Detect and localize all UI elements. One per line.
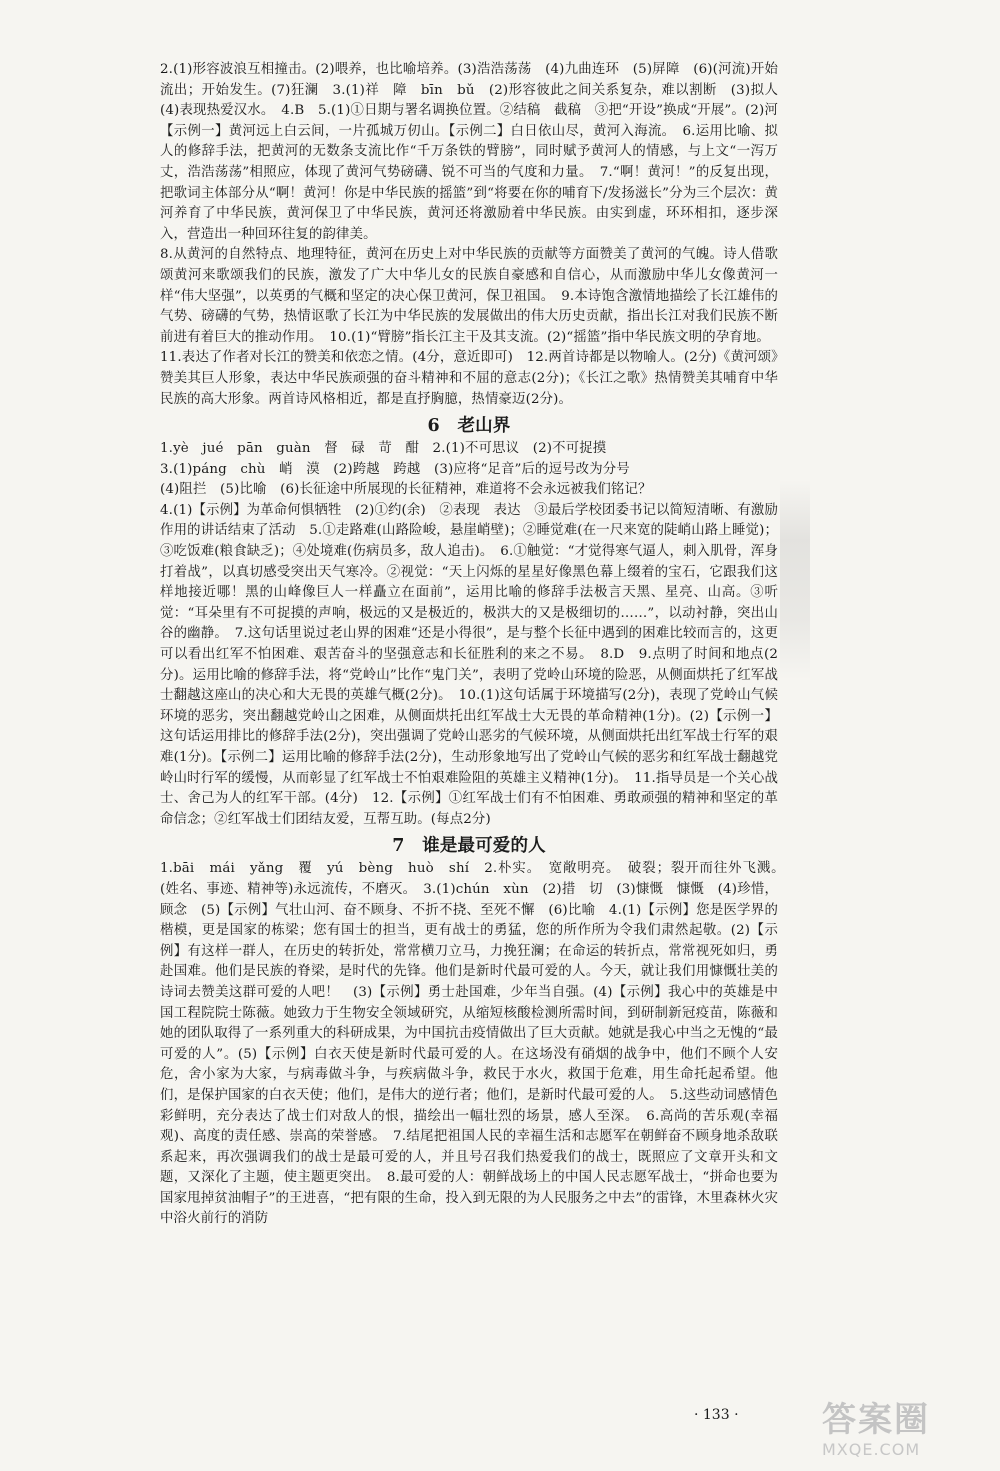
answer-page-content	[160, 60, 792, 1230]
answer-paragraph: 4.(1)【示例】为革命何惧牺牲 (2)①约(余) ②表现 表达 ③最后学校团委书记以简短清晰、有激励作用的讲话结束了活动 5.①走路难(山路险峻，悬崖峭壁)；②睡觉难(在一尺来宽的陡峭山路上睡觉)；③吃饭难(粮食缺乏)；④处境难(伤病员多，敌人追击)。 6.①触觉：“才觉得寒气逼人，刺入肌骨，浑身打着战”，以真切感受突出天气寒冷。②视觉：“天上闪烁的星星好像黑色幕上缀着的宝石，它跟我们这样地接近哪！黑的山峰像巨人一样矗立在面前”，运用比喻的修辞手法极言天黑、星亮、山高。③听觉：“耳朵里有不可捉摸的声响，极远的又是极近的，极洪大的又是极细切的……”，以动衬静，突出山谷的幽静。 7.这句话里说过老山界的困难“还是小得很”，是与整个长征中遇到的困难比较而言的，这更可以看出红军不怕困难、艰苦奋斗的坚强意志和长征胜利的来之不易。 8.D 9.点明了时间和地点(2分)。运用比喻的修辞手法，将“党岭山”比作“鬼门关”，表明了党岭山环境的险恶，从侧面烘托了红军战士翻越这座山的决心和大无畏的英雄气概(2分)。 10.(1)这句话属于环境描写(2分)，表现了党岭山气候环境的恶劣，突出翻越党岭山之困难，从侧面烘托出红军战士大无畏的革命精神(1分)。(2)【示例一】这句话运用排比的修辞手法(2分)，突出强调了党岭山恶劣的气候环境，从侧面烘托出红军战士行军的艰难(1分)。【示例二】运用比喻的修辞手法(2分)，生动形象地写出了党岭山气候的恶劣和红军战士翻越党岭山时行军的缓慢，从而彰显了红军战士不怕艰难险阻的英雄主义精神(1分)。 11.指导员是一个关心战士、舍己为人的红军干部。(4分) 12.【示例】①红军战士们有不怕困难、勇敢顽强的精神和坚定的革命信念；②红军战士们团结友爱，互帮互助。(每点2分)	[160, 502, 778, 827]
answer-paragraph: 1.yè jué pān guàn 督 碌 苛 酣 2.(1)不可思议 (2)不可捉摸	[160, 441, 607, 457]
section-heading: 6 老山界	[427, 416, 511, 437]
answer-paragraph: 3.(1)páng chù 峭 漠 (2)跨越 跨越 (3)应将“足音”后的逗号改为分号	[160, 461, 630, 477]
section-heading: 7 谁是最可爱的人	[392, 836, 546, 857]
page-number: · 133 ·	[694, 1407, 739, 1423]
answer-paragraph: (4)阻拦 (5)比喻 (6)长征途中所展现的长征精神，难道将不会永远被我们铭记？	[160, 482, 652, 498]
answer-paragraph: 8.从黄河的自然特点、地理特征，黄河在历史上对中华民族的贡献等方面赞美了黄河的气魄。诗人借歌颂黄河来歌颂我们的民族，激发了广大中华儿女的民族自豪感和自信心，从而激励中华儿女像黄河一样“伟大坚强”，以英勇的气概和坚定的决心保卫黄河，保卫祖国。 9.本诗饱含激情地描绘了长江雄伟的气势、磅礴的气势，热情讴歌了长江为中华民族的发展做出的伟大历史贡献，指出长江对我们民族不断前进有着巨大的推动作用。 10.(1)“臂膀”指长江主干及其支流。(2)“摇篮”指中华民族文明的孕育地。	[160, 247, 778, 345]
answer-paragraph: 2.(1)形容波浪互相撞击。(2)喂养，也比喻培养。(3)浩浩荡荡 (4)九曲连环 (5)屏障 (6)(河流)开始流出；开始发生。(7)狂澜 3.(1)祥 障 bīn bǔ (2)形容彼此之间关系复杂，难以割断 (3)拟人 (4)表现热爱汉水。 4.B 5.(1)①日期与署名调换位置。②结稿 截稿 ③把“开设”换成“开展”。(2)河 【示例一】黄河远上白云间，一片孤城万仞山。【示例二】白日依山尽，黄河入海流。 6.运用比喻、拟人的修辞手法，把黄河的无数条支流比作“千万条铁的臂膀”，同时赋予黄河人的情感，与上文“一泻万丈，浩浩荡荡”相照应，体现了黄河气势磅礴、锐不可当的气度和力量。 7.“啊！黄河！”的反复出现，把歌词主体部分从“啊！黄河！你是中华民族的摇篮”到“将要在你的哺育下/发扬滋长”分为三个层次：黄河养育了中华民族，黄河保卫了中华民族，黄河还将激励着中华民族。由实到虚，环环相扣，逐步深入，营造出一种回环往复的韵律美。	[160, 62, 792, 242]
site-watermark	[822, 1400, 997, 1468]
watermark-title: 答案圈	[822, 1400, 930, 1440]
answer-paragraph: 1.bāi mái yǎng 覆 yú bèng huò shí 2.朴实。 宽敞明亮。 破裂；裂开而往外飞溅。 (姓名、事迹、精神等)永远流传，不磨灭。 3.(1)chún xùn (2)措 切 (3)慷慨 慷慨 (4)珍惜，顾念 (5)【示例】气壮山河、奋不顾身、不折不挠、至死不懈 (6)比喻 4.(1)【示例】您是医学界的楷模，更是国家的栋梁；您有国士的担当，更有战士的勇猛，您的所作所为令我们肃然起敬。(2)【示例】有这样一群人，在历史的转折处，常常横刀立马，力挽狂澜；在命运的转折点，常常视死如归，勇赴国难。他们是民族的脊梁，是时代的先锋。他们是新时代最可爱的人。今天，就让我们用慷慨壮美的诗词去赞美这群可爱的人吧！ (3)【示例】勇士赴国难，少年当自强。(4)【示例】我心中的英雄是中国工程院院士陈薇。她致力于生物安全领域研究，从缩短核酸检测所需时间，到研制新冠疫苗，陈薇和她的团队取得了一系列重大的科研成果，为中国抗击疫情做出了巨大贡献。她就是我心中当之无愧的“最可爱的人”。(5)【示例】白衣天使是新时代最可爱的人。在这场没有硝烟的战争中，他们不顾个人安危，舍小家为大家，与病毒做斗争，与疾病做斗争，救民于水火，救国于危难，用生命托起希望。他们，是保护国家的白衣天使；他们，是伟大的逆行者；他们，是新时代最可爱的人。 5.这些动词感情色彩鲜明，充分表达了战士们对敌人的恨，描绘出一幅壮烈的场景，感人至深。 6.高尚的苦乐观(幸福观)、高度的责任感、崇高的荣誉感。 7.结尾把祖国人民的幸福生活和志愿军在朝鲜奋不顾身地杀敌联系起来，再次强调我们的战士是最可爱的人，并且号召我们热爱我们的战士，既照应了文章开头和文题，又深化了主题，使主题更突出。 8.最可爱的人：朝鲜战场上的中国人民志愿军战士，“拼命也要为国家甩掉贫油帽子”的王进喜，“把有限的生命，投入到无限的为人民服务之中去”的雷锋，木里森林火灾中浴火前行的消防	[160, 861, 792, 1227]
answer-paragraph: 11.表达了作者对长江的赞美和依恋之情。(4分，意近即可) 12.两首诗都是以物喻人。(2分)《黄河颂》赞美其巨人形象，表达中华民族顽强的奋斗精神和不屈的意志(2分)；《长江之歌》热情赞美其哺育中华民族的高大形象。两首诗风格相近，都是直抒胸臆，热情豪迈(2分)。	[160, 350, 778, 407]
watermark-url: MXQE.COM	[822, 1440, 921, 1459]
scan-edge-mark	[780, 480, 810, 680]
